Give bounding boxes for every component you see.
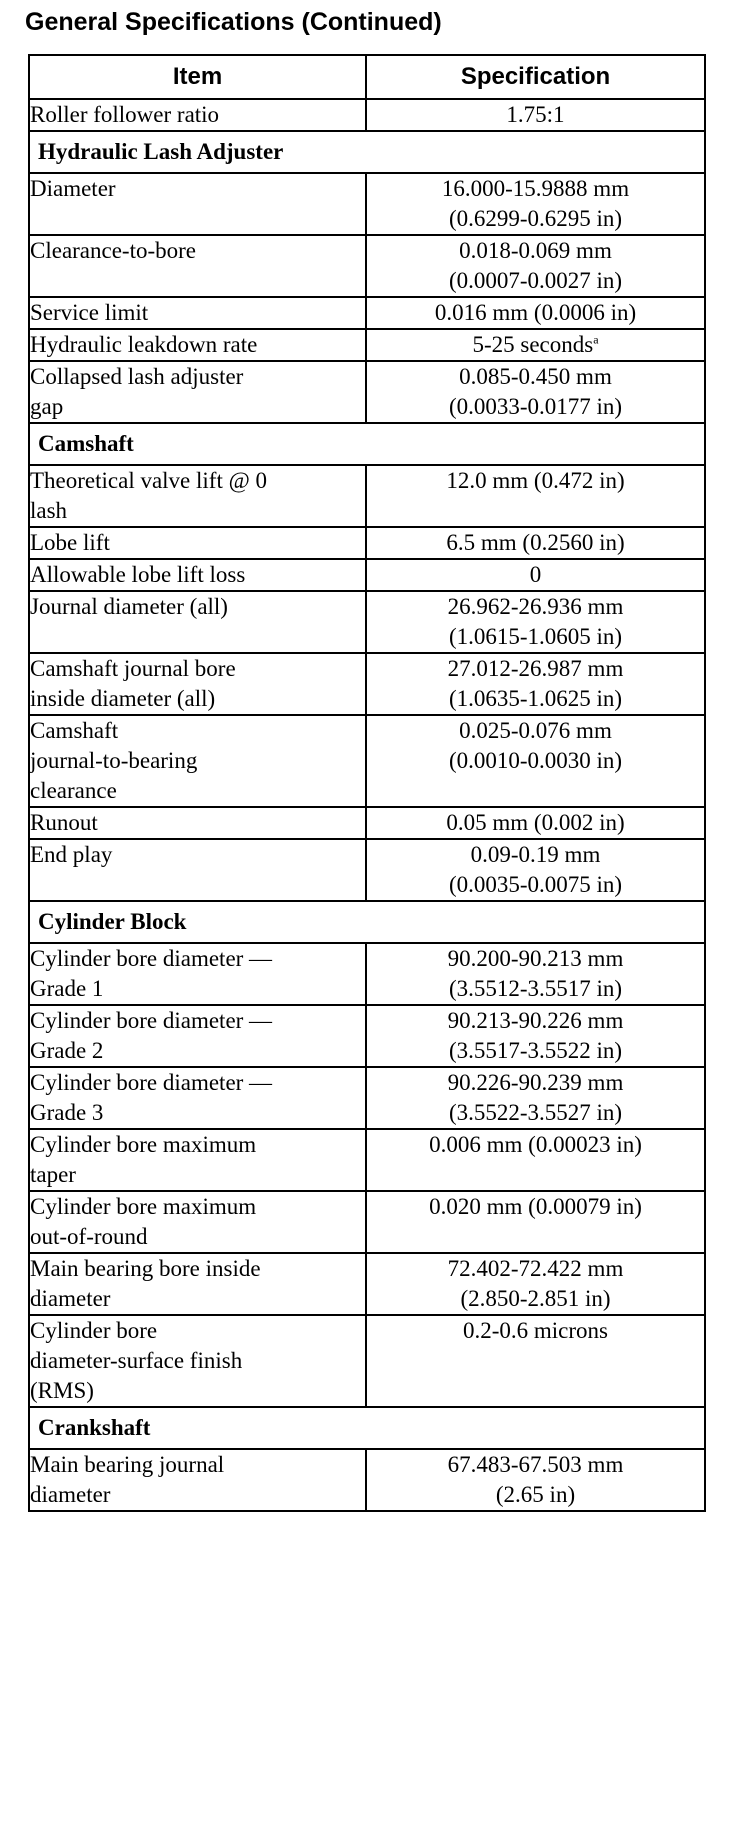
specification-text: 6.5 mm (0.2560 in) (446, 530, 625, 555)
item-text: End play (30, 842, 113, 867)
specification-cell (366, 465, 705, 527)
specification-text: (3.5512-3.5517 in) (448, 976, 623, 1001)
table-row (29, 297, 705, 329)
table-row (29, 1315, 705, 1407)
table-row (29, 99, 705, 131)
item-text: Grade 3 (30, 1100, 104, 1125)
table-row (29, 559, 705, 591)
specification-cell (366, 715, 705, 807)
specification-line (367, 1254, 704, 1284)
specification-text: (0.0010-0.0030 in) (448, 748, 623, 773)
item-text: clearance (30, 778, 117, 803)
specification-line (367, 100, 704, 130)
table-row (29, 361, 705, 423)
item-text: Collapsed lash adjuster (30, 364, 244, 389)
specification-line (367, 870, 704, 900)
item-text: inside diameter (all) (30, 686, 216, 711)
specification-cell (366, 329, 705, 361)
item-cell (29, 173, 366, 235)
specification-line (367, 362, 704, 392)
specification-line (367, 1036, 704, 1066)
specification-text: 0.025-0.076 mm (459, 718, 612, 743)
item-cell (29, 1191, 366, 1253)
item-cell (29, 807, 366, 839)
item-cell (29, 235, 366, 297)
item-cell (29, 559, 366, 591)
specification-text: 16.000-15.9888 mm (441, 176, 630, 201)
specification-line (367, 392, 704, 422)
table-row (29, 839, 705, 901)
item-cell (29, 653, 366, 715)
item-cell (29, 943, 366, 1005)
table-row (29, 715, 705, 807)
table-row (29, 1129, 705, 1191)
specification-line (367, 622, 704, 652)
table-row (29, 1449, 705, 1511)
specification-line (367, 1098, 704, 1128)
item-text: Cylinder bore maximum (30, 1132, 257, 1157)
item-text: Cylinder bore diameter — (30, 1070, 273, 1095)
item-text: diameter-surface finish (30, 1348, 243, 1373)
item-text: Roller follower ratio (30, 102, 220, 127)
item-cell (29, 465, 366, 527)
specification-text: 90.200-90.213 mm (447, 946, 624, 971)
specification-cell (366, 235, 705, 297)
item-text: Allowable lobe lift loss (30, 562, 246, 587)
specification-text: (0.0007-0.0027 in) (448, 268, 623, 293)
specification-text: 67.483-67.503 mm (447, 1452, 624, 1477)
specification-cell (366, 1449, 705, 1511)
specification-line (367, 1284, 704, 1314)
specification-line (367, 716, 704, 746)
specification-cell (366, 1191, 705, 1253)
item-cell (29, 297, 366, 329)
table-row (29, 235, 705, 297)
specification-line (367, 298, 704, 328)
specification-line (367, 528, 704, 558)
item-text: out-of-round (30, 1224, 148, 1249)
table-row (29, 173, 705, 235)
specification-text: (1.0615-1.0605 in) (448, 624, 623, 649)
item-text: journal-to-bearing (30, 748, 198, 773)
specification-line (367, 1130, 704, 1160)
column-header-specification: Specification (366, 55, 705, 99)
specification-cell (366, 1067, 705, 1129)
item-cell (29, 1315, 366, 1407)
specification-line (367, 840, 704, 870)
specification-text: 0.085-0.450 mm (459, 364, 612, 389)
item-text: Theoretical valve lift @ 0 (30, 468, 268, 493)
item-cell (29, 329, 366, 361)
specification-cell (366, 653, 705, 715)
specification-cell (366, 559, 705, 591)
item-text: Diameter (30, 176, 116, 201)
item-cell (29, 715, 366, 807)
specification-text: 26.962-26.936 mm (447, 594, 624, 619)
item-text: (RMS) (30, 1378, 94, 1403)
table-row (29, 591, 705, 653)
specification-text: 0 (529, 562, 542, 587)
specification-line (367, 1068, 704, 1098)
section-header-row (29, 1407, 705, 1449)
item-cell (29, 1005, 366, 1067)
specification-cell (366, 839, 705, 901)
specification-text: 0.016 mm (0.0006 in) (434, 300, 637, 325)
specification-line (367, 1006, 704, 1036)
item-cell (29, 527, 366, 559)
specification-text: 0.05 mm (0.002 in) (446, 810, 625, 835)
specification-text: (2.850-2.851 in) (460, 1286, 611, 1311)
specification-cell (366, 527, 705, 559)
section-title: Cylinder Block (29, 901, 705, 943)
item-cell (29, 361, 366, 423)
item-text: Lobe lift (30, 530, 110, 555)
item-text: Service limit (30, 300, 149, 325)
table-header-row (29, 55, 705, 99)
specification-text: (0.6299-0.6295 in) (448, 206, 623, 231)
table-row (29, 807, 705, 839)
specification-line (367, 204, 704, 234)
specification-cell (366, 943, 705, 1005)
item-cell (29, 839, 366, 901)
item-cell (29, 1067, 366, 1129)
item-text: Cylinder bore (30, 1318, 158, 1343)
section-title: Crankshaft (29, 1407, 705, 1449)
item-text: Main bearing journal (30, 1452, 225, 1477)
specification-line (367, 974, 704, 1004)
section-title: Hydraulic Lash Adjuster (29, 131, 705, 173)
specification-text: (0.0035-0.0075 in) (448, 872, 623, 897)
specification-cell (366, 1315, 705, 1407)
specification-line (367, 654, 704, 684)
table-row (29, 653, 705, 715)
table-row (29, 1191, 705, 1253)
specification-text: (1.0635-1.0625 in) (448, 686, 623, 711)
item-text: Clearance-to-bore (30, 238, 197, 263)
specification-line (367, 1316, 704, 1346)
specification-line (367, 592, 704, 622)
specification-cell (366, 173, 705, 235)
specification-line (367, 560, 704, 590)
specification-text: 0.09-0.19 mm (470, 842, 601, 867)
specification-text: 90.226-90.239 mm (447, 1070, 624, 1095)
specification-text: 0.2-0.6 microns (462, 1318, 608, 1343)
specification-line (367, 944, 704, 974)
specification-text: 90.213-90.226 mm (447, 1008, 624, 1033)
specification-cell (366, 807, 705, 839)
specification-text: 0.006 mm (0.00023 in) (429, 1132, 642, 1157)
item-text: Grade 1 (30, 976, 104, 1001)
specification-text: (3.5522-3.5527 in) (448, 1100, 623, 1125)
item-text: Runout (30, 810, 98, 835)
table-row (29, 329, 705, 361)
specification-line (367, 746, 704, 776)
item-text: Camshaft (30, 718, 119, 743)
specification-line (367, 1480, 704, 1510)
specification-cell (366, 1005, 705, 1067)
item-text: Camshaft journal bore (30, 656, 236, 681)
page-title: General Specifications (Continued) (25, 8, 442, 36)
item-text: diameter (30, 1482, 111, 1507)
item-cell (29, 591, 366, 653)
item-text: Cylinder bore diameter — (30, 1008, 273, 1033)
specification-text: 27.012-26.987 mm (447, 656, 624, 681)
specification-text: 1.75:1 (506, 102, 565, 127)
specification-text: 0.020 mm (0.00079 in) (429, 1194, 642, 1219)
item-text: Cylinder bore maximum (30, 1194, 257, 1219)
specification-cell (366, 361, 705, 423)
table-row (29, 1005, 705, 1067)
section-title: Camshaft (29, 423, 705, 465)
specification-line (367, 174, 704, 204)
specification-text: (3.5517-3.5522 in) (448, 1038, 623, 1063)
specification-line (367, 684, 704, 714)
specification-cell (366, 1253, 705, 1315)
section-header-row (29, 423, 705, 465)
column-header-item: Item (29, 55, 366, 99)
specification-line (367, 1192, 704, 1222)
item-text: lash (30, 498, 68, 523)
item-text: Journal diameter (all) (30, 594, 228, 619)
table-row (29, 465, 705, 527)
item-cell (29, 1253, 366, 1315)
specification-text: (2.65 in) (495, 1482, 576, 1507)
specification-line (367, 1450, 704, 1480)
specification-text: 5-25 seconds (472, 332, 594, 357)
specification-line (367, 236, 704, 266)
specifications-table (28, 54, 706, 1512)
specification-text: 72.402-72.422 mm (447, 1256, 624, 1281)
item-text: Hydraulic leakdown rate (30, 332, 258, 357)
section-header-row (29, 901, 705, 943)
table-row (29, 1253, 705, 1315)
specification-line (367, 266, 704, 296)
item-cell (29, 1129, 366, 1191)
specification-cell (366, 591, 705, 653)
table-row (29, 527, 705, 559)
item-cell (29, 99, 366, 131)
specification-text: 0.018-0.069 mm (459, 238, 612, 263)
item-text: Cylinder bore diameter — (30, 946, 273, 971)
specification-cell (366, 297, 705, 329)
specification-cell (366, 99, 705, 131)
item-text: Grade 2 (30, 1038, 104, 1063)
specification-line (367, 466, 704, 496)
item-text: Main bearing bore inside (30, 1256, 261, 1281)
table-row (29, 943, 705, 1005)
specification-line (367, 330, 704, 360)
specification-line (367, 808, 704, 838)
footnote-marker: a (593, 332, 599, 347)
specification-cell (366, 1129, 705, 1191)
table-row (29, 1067, 705, 1129)
specification-text: (0.0033-0.0177 in) (448, 394, 623, 419)
item-text: gap (30, 394, 64, 419)
item-text: diameter (30, 1286, 111, 1311)
section-header-row (29, 131, 705, 173)
item-cell (29, 1449, 366, 1511)
item-text: taper (30, 1162, 76, 1187)
specification-text: 12.0 mm (0.472 in) (446, 468, 625, 493)
table-body (29, 99, 705, 1511)
